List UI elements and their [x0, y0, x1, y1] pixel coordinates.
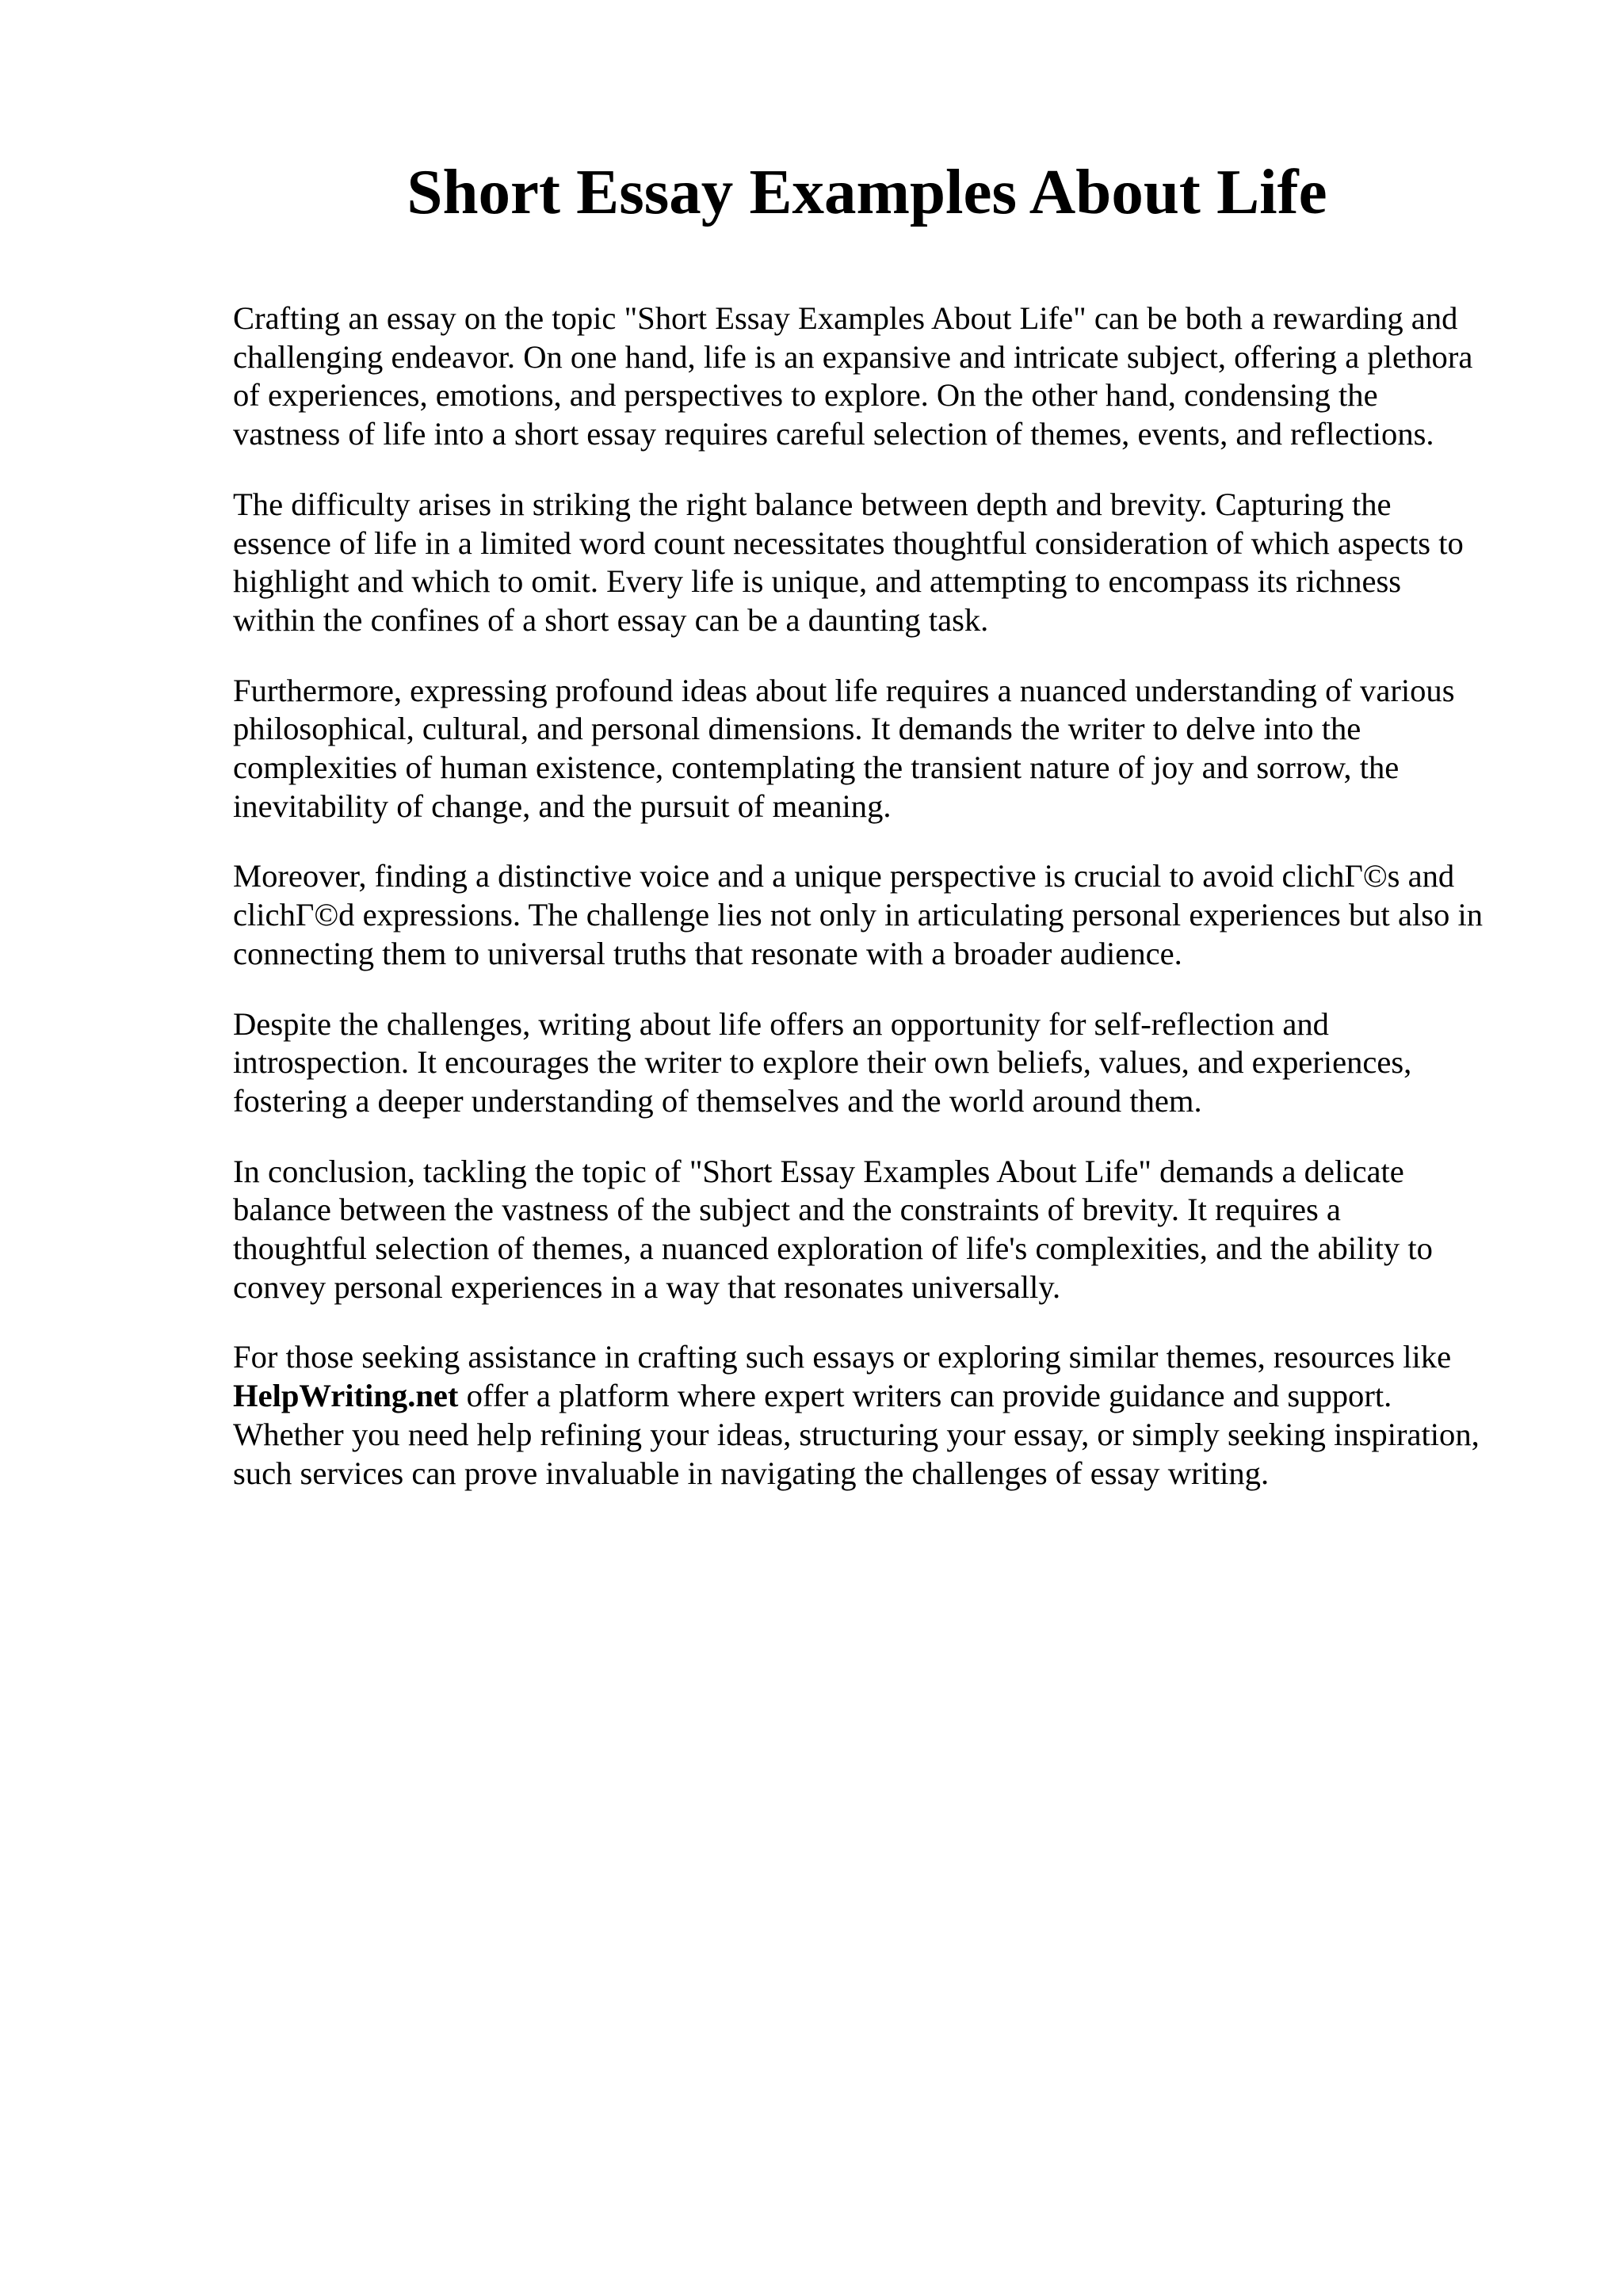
text-line: For those seeking assistance in crafting such essays or exploring similar themes, resources like [233, 1339, 1452, 1375]
text-line: balance between the vastness of the subject and the constraints of brevity. It requires a [233, 1192, 1341, 1228]
paragraph-7 [233, 1338, 1533, 1493]
text-line: complexities of human existence, contemplating the transient nature of joy and sorrow, the [233, 749, 1400, 786]
text-line: introspection. It encourages the writer to explore their own beliefs, values, and experiences, [233, 1044, 1412, 1081]
paragraph-4 [233, 857, 1533, 973]
text-line [233, 1377, 1533, 1416]
text-line: convey personal experiences in a way that resonates universally. [233, 1268, 1061, 1305]
paragraph-5 [233, 1005, 1533, 1121]
text-line: within the confines of a short essay can be a daunting task. [233, 601, 989, 638]
text-line: Moreover, finding a distinctive voice and a unique perspective is crucial to avoid clichΓ©s and [233, 858, 1455, 894]
text-line: Whether you need help refining your ideas, structuring your essay, or simply seeking inspiration, [233, 1416, 1480, 1452]
helpwriting-link[interactable]: HelpWriting.net [233, 1378, 459, 1414]
text-line: thoughtful selection of themes, a nuanced exploration of life's complexities, and the ability to [233, 1230, 1433, 1267]
text-line: challenging endeavor. On one hand, life is an expansive and intricate subject, offering a plethora [233, 338, 1473, 375]
text-line: In conclusion, tackling the topic of "Short Essay Examples About Life" demands a delicate [233, 1153, 1404, 1189]
paragraph-1 [233, 299, 1533, 454]
text-line: essence of life in a limited word count necessitates thoughtful consideration of which aspects to [233, 524, 1464, 561]
text-line: inevitability of change, and the pursuit of meaning. [233, 788, 892, 824]
text-line: fostering a deeper understanding of themselves and the world around them. [233, 1082, 1202, 1119]
text-fragment: offer a platform where expert writers can provide guidance and support. [458, 1378, 1392, 1414]
text-line: highlight and which to omit. Every life is unique, and attempting to encompass its richness [233, 563, 1402, 600]
text-line: such services can prove invaluable in navigating the challenges of essay writing. [233, 1455, 1270, 1491]
title-container [0, 152, 1623, 231]
text-line: Crafting an essay on the topic "Short Essay Examples About Life" can be both a rewarding and [233, 300, 1458, 336]
document-title: Short Essay Examples About Life [407, 156, 1327, 227]
text-line: The difficulty arises in striking the right balance between depth and brevity. Capturing the [233, 486, 1392, 522]
text-line: philosophical, cultural, and personal dimensions. It demands the writer to delve into the [233, 711, 1361, 747]
text-line: Despite the challenges, writing about life offers an opportunity for self-reflection and [233, 1005, 1329, 1042]
text-line: connecting them to universal truths that resonate with a broader audience. [233, 935, 1182, 971]
paragraph-2 [233, 486, 1533, 640]
paragraph-3 [233, 672, 1533, 826]
text-line: of experiences, emotions, and perspectives to explore. On the other hand, condensing the [233, 377, 1378, 414]
text-line: vastness of life into a short essay requires careful selection of themes, events, and reflections. [233, 416, 1434, 452]
document-body [233, 299, 1533, 1524]
text-line: clichΓ©d expressions. The challenge lies not only in articulating personal experiences but also in [233, 897, 1484, 933]
text-line: Furthermore, expressing profound ideas about life requires a nuanced understanding of various [233, 672, 1455, 708]
paragraph-6 [233, 1153, 1533, 1307]
